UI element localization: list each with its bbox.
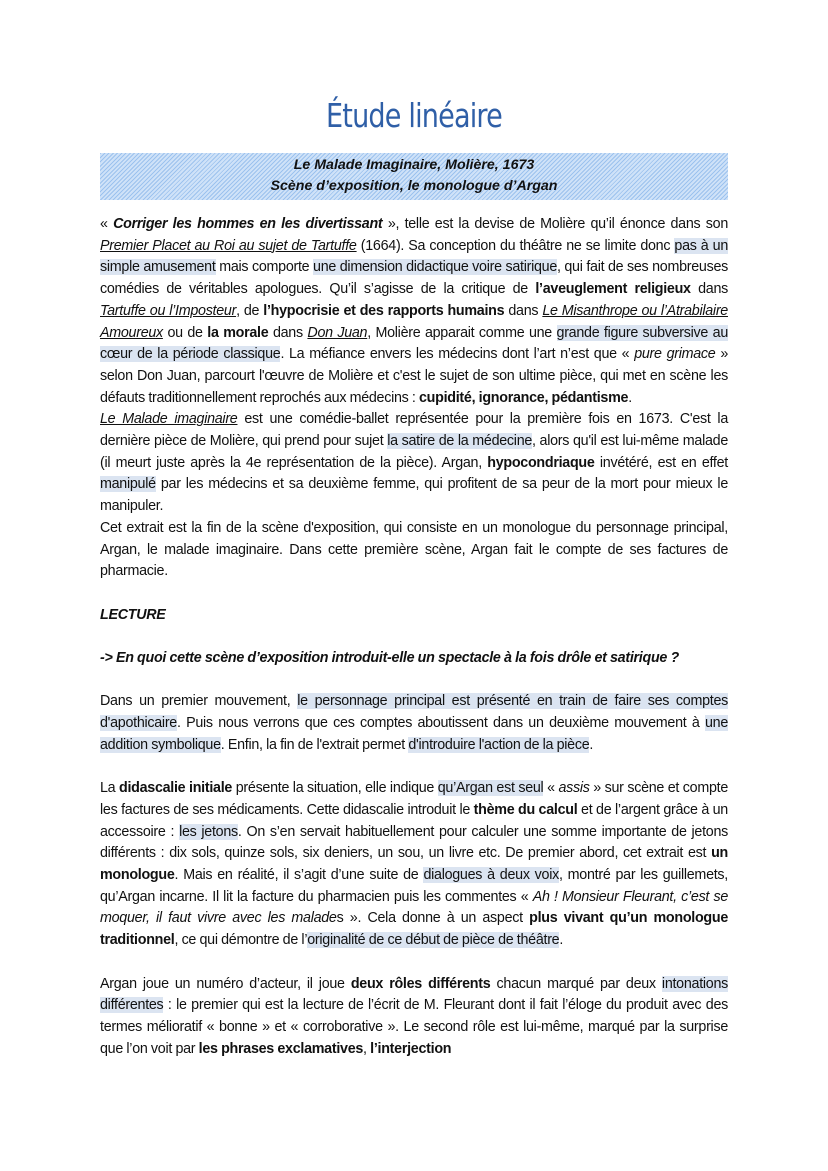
highlighted-text: une addition symbolique	[100, 715, 728, 753]
text-run: dans	[504, 302, 543, 319]
paragraph	[100, 409, 728, 518]
highlighted-text: d'introduire l'action de la pièce	[408, 736, 590, 753]
text-run: , ce qui démontre de l’	[174, 932, 308, 949]
text-run: .	[628, 389, 632, 406]
highlighted-text: la satire de la médecine	[387, 433, 533, 450]
italic-text: assis	[558, 780, 590, 797]
paragraph	[100, 518, 728, 583]
text-run: . Enfin, la fin de l'extrait permet	[220, 736, 409, 753]
text-run: , Molière apparait comme une	[367, 324, 557, 341]
text-run: .	[559, 932, 564, 949]
text-run: Argan joue un numéro d’acteur, il joue	[100, 975, 351, 992]
italic-text: pure grimace	[634, 346, 716, 363]
text-run: (1664). Sa conception du théâtre ne se limite donc	[356, 237, 675, 254]
highlighted-text: originalité de ce début de pièce de théâtre	[307, 932, 560, 949]
text-run: s ». Cela donne à un aspect	[336, 910, 530, 927]
text-run: : le premier qui est la lecture de l’écrit de M. Fleurant dont il fait l’éloge du produit avec des termes mélioratif « bonne » et « corroborative ». Le second rôle est lui-même, marqué par la surprise que l’on voit par	[100, 997, 728, 1057]
bold-text: l’hypocrisie et des rapports humains	[263, 302, 505, 319]
text-run: Cet extrait est la fin de la scène d'exposition, qui consiste en un monologue du personnage principal, Argan, le malade imaginaire. Dans cette première scène, Argan fait le compte de ses factures de pharmacie.	[100, 519, 728, 580]
highlighted-text: une dimension didactique voire satirique	[313, 259, 557, 276]
highlighted-text: manipulé	[100, 476, 156, 493]
text-run: est une comédie-ballet représentée pour la première fois en 1673. C'est la dernière pièce de Molière, qui prend pour sujet	[100, 411, 728, 450]
text-run: , alors qu'il est lui-même malade (il meurt juste après la 4e représentation de la pièce). Argan,	[100, 433, 729, 471]
bold-text: thème du calcul	[473, 801, 578, 818]
bold-text: LECTURE	[100, 606, 166, 623]
text-run: mais comporte	[215, 259, 314, 276]
work-title-reference: Don Juan	[307, 324, 368, 341]
highlighted-text: intonations différentes	[100, 975, 728, 1014]
work-title-reference: Le Malade imaginaire	[100, 411, 238, 428]
text-run: La	[100, 780, 120, 797]
paragraph	[100, 605, 728, 627]
bold-text: l’aveuglement religieux	[535, 281, 691, 298]
text-run: . Puis nous verrons que ces comptes aboutissent dans un deuxième mouvement à	[176, 715, 705, 732]
text-run: . Mais en réalité, il s’agit d’une suite de	[174, 867, 424, 884]
bold-text: didascalie initiale	[119, 780, 233, 797]
text-run: présente la situation, elle indique	[232, 780, 438, 797]
text-run: , qui fait de ses nombreuses comédies de véritables apologues. Qu’il s’agisse de la critique de	[100, 259, 729, 298]
text-run: Dans un premier mouvement,	[100, 693, 298, 710]
text-run: «	[100, 216, 114, 232]
bold-text: l’interjection	[370, 1040, 452, 1057]
bold-text: les phrases exclamatives	[198, 1040, 364, 1057]
text-run: .	[589, 736, 594, 753]
page-title: Étude linéaire	[326, 96, 502, 135]
italic-text: Ah ! Monsieur Fleurant, c’est se moquer, il faut vivre avec les malade	[100, 888, 728, 927]
paragraph	[100, 974, 728, 1061]
highlighted-text: dialogues à deux voix	[423, 867, 559, 884]
bold-text: cupidité, ignorance, pédantisme	[419, 389, 629, 406]
text-run: » selon Don Juan, parcourt l'œuvre de Molière et c'est le sujet de son ultime pièce, qui met en scène les défauts traditionnellement reprochés aux médecins :	[100, 346, 729, 406]
text-run: «	[543, 780, 559, 797]
text-run: dans	[268, 324, 308, 341]
text-run: ,	[363, 1040, 371, 1057]
work-title-reference: Premier Placet au Roi au sujet de Tartuffe	[100, 237, 357, 254]
bold-text: Corriger les hommes en les divertissant	[113, 216, 383, 232]
highlighted-text: grande figure subversive au cœur de la période classique	[100, 324, 728, 363]
text-run: par les médecins et sa deuxième femme, qui profitent de sa peur de la mort pour mieux le manipuler.	[100, 476, 728, 515]
text-run: dans	[690, 281, 728, 298]
text-run: chacun marqué par deux	[490, 975, 662, 992]
work-title-reference: Tartuffe ou l’Imposteur	[100, 302, 237, 319]
work-header-banner	[100, 153, 728, 200]
bold-text: hypocondriaque	[487, 454, 595, 471]
paragraph	[100, 691, 728, 756]
text-run: , montré par les guillemets, qu’Argan incarne. Il lit la facture du pharmacien puis les commentes «	[100, 867, 728, 905]
paragraph	[100, 214, 728, 409]
text-run: », telle est la devise de Molière qu’il énonce dans son	[382, 216, 729, 232]
scene-subtitle-line: Scène d’exposition, le monologue d’Argan	[270, 178, 558, 194]
bold-text: -> En quoi cette scène d’exposition introduit-elle un spectacle à la fois drôle et satirique ?	[100, 650, 679, 667]
text-run: . On s’en servait habituellement pour calculer une somme importante de jetons différents : dix sols, quinze sols, six deniers, un sou, un livre etc. De premier abord, cet extrait est	[100, 823, 728, 862]
highlighted-text: le personnage principal est présenté en train de faire ses comptes d'apothicaire	[100, 693, 728, 732]
text-run: et de l’argent grâce à un accessoire :	[100, 801, 728, 840]
text-run: ou de	[162, 324, 208, 341]
paragraph	[100, 648, 728, 670]
document-body	[100, 214, 728, 1060]
text-run: invétéré, est en effet	[594, 454, 728, 471]
bold-text: la morale	[207, 324, 269, 341]
paragraph	[100, 778, 728, 952]
text-run: . La méfiance envers les médecins dont l’art n’est que «	[280, 346, 635, 363]
highlighted-text: les jetons	[179, 823, 238, 840]
highlighted-text: pas à un simple amusement	[100, 237, 728, 276]
work-title-line: Le Malade Imaginaire, Molière, 1673	[293, 157, 535, 173]
work-title-reference: Le Misanthrope ou l’Atrabilaire Amoureux	[100, 302, 728, 341]
bold-text: plus vivant qu’un monologue traditionnel	[100, 910, 728, 949]
highlighted-text: qu’Argan est seul	[437, 780, 544, 797]
text-run: , de	[236, 302, 264, 319]
bold-text: un monologue	[100, 845, 728, 884]
text-run: » sur scène et compte les factures de ses médicaments. Cette didascalie introduit le	[100, 780, 728, 818]
bold-text: deux rôles différents	[350, 975, 491, 992]
